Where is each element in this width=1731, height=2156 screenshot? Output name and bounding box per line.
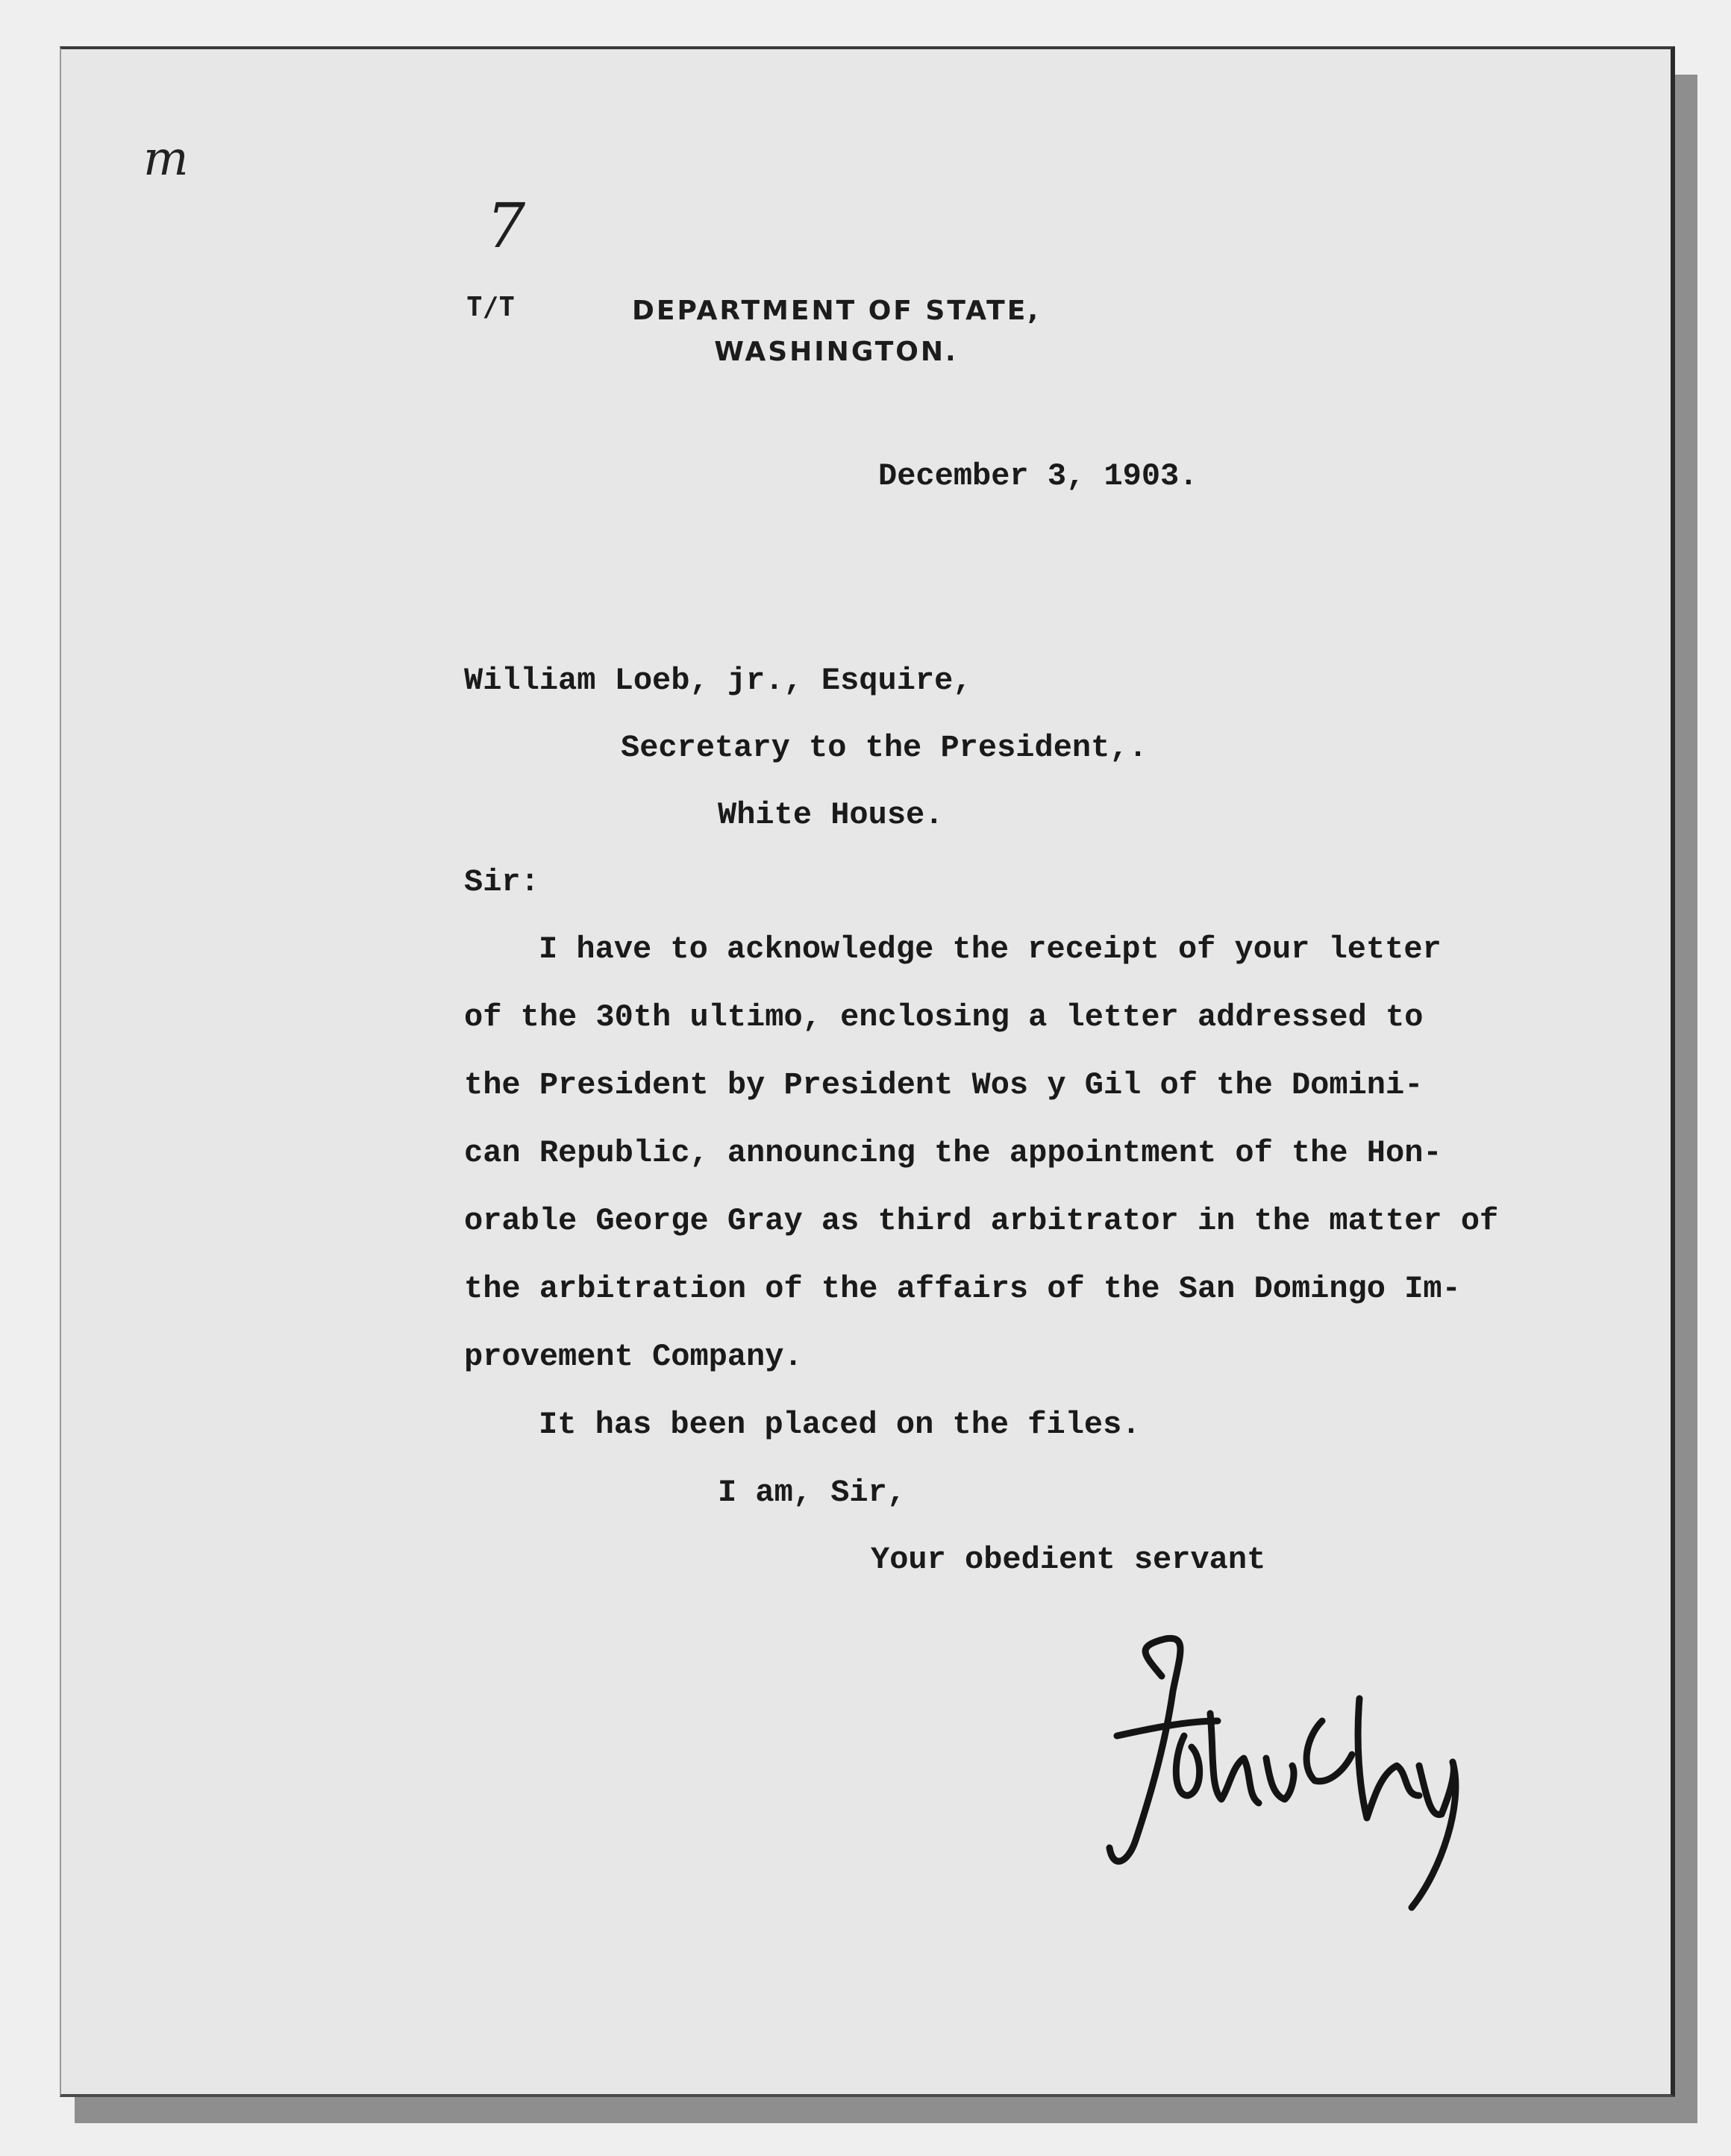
body-line: can Republic, announcing the appointment of the Hon- bbox=[464, 1135, 1442, 1171]
recipient-title: Secretary to the President,. bbox=[621, 730, 1148, 766]
letter-page bbox=[60, 46, 1675, 2097]
body-line: the President by President Wos y Gil of the Domini- bbox=[464, 1067, 1424, 1103]
typist-initials: T/T bbox=[466, 292, 516, 322]
salutation: Sir: bbox=[464, 864, 539, 900]
body-line: the arbitration of the affairs of the San Domingo Im- bbox=[464, 1271, 1461, 1307]
recipient-location: White House. bbox=[718, 797, 944, 833]
recipient-name: William Loeb, jr., Esquire, bbox=[464, 663, 972, 699]
body-line: provement Company. bbox=[464, 1339, 803, 1375]
letterhead-line-1: DEPARTMENT OF STATE, bbox=[631, 296, 1041, 326]
body-line: I have to acknowledge the receipt of your letter bbox=[539, 931, 1442, 967]
letterhead-line-2: WASHINGTON. bbox=[714, 337, 958, 367]
handwritten-mark: m bbox=[143, 131, 189, 187]
body-line: orable George Gray as third arbitrator in the matter of bbox=[464, 1203, 1499, 1239]
closing-line-1: I am, Sir, bbox=[718, 1475, 907, 1510]
body-line: of the 30th ultimo, enclosing a letter addressed to bbox=[464, 999, 1424, 1035]
letter-date: December 3, 1903. bbox=[878, 458, 1198, 494]
closing-line-2: Your obedient servant bbox=[871, 1542, 1266, 1578]
closing-paragraph: It has been placed on the files. bbox=[539, 1407, 1141, 1443]
signature-john-hay bbox=[1091, 1624, 1479, 1937]
file-number: 7 bbox=[486, 191, 526, 262]
